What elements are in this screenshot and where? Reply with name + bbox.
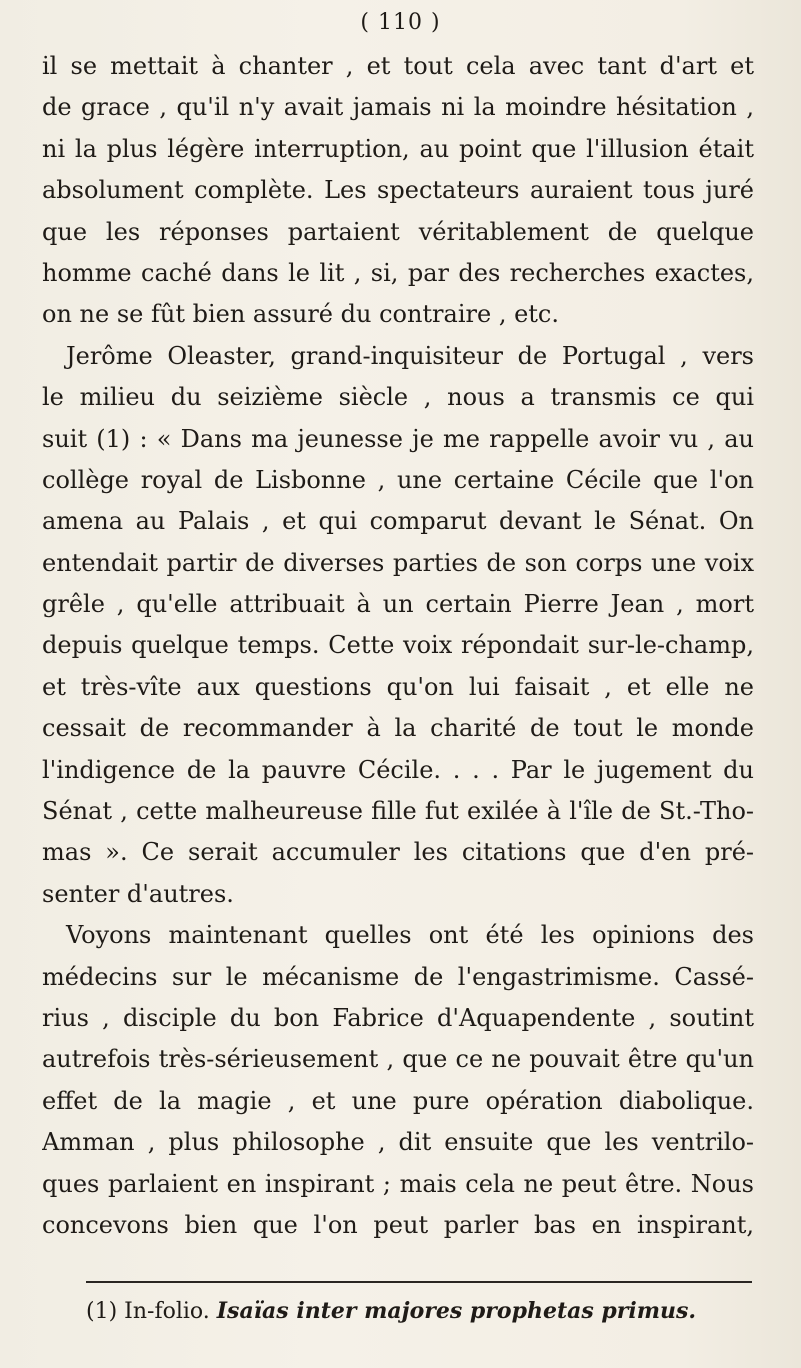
body-text bbox=[42, 46, 754, 1246]
text-line: homme caché dans le lit , si, par des recherches exactes, bbox=[42, 258, 754, 287]
text-line: Jerôme Oleaster, grand-inquisiteur de Portugal , vers bbox=[66, 341, 754, 370]
text-line: Amman , plus philosophe , dit ensuite que les ventrilo- bbox=[42, 1128, 754, 1157]
text-line: grêle , qu'elle attribuait à un certain Pierre Jean , mort bbox=[42, 590, 754, 619]
text-line: concevons bien que l'on peut parler bas en inspirant, bbox=[42, 1210, 754, 1239]
text-line: on ne se fût bien assuré du contraire , etc. bbox=[42, 300, 559, 329]
text-line: entendait partir de diverses parties de son corps une voix bbox=[42, 548, 754, 577]
text-line: Voyons maintenant quelles ont été les opinions des bbox=[66, 921, 754, 950]
text-line: Sénat , cette malheureuse fille fut exilée à l'île de St.-Tho- bbox=[42, 797, 754, 826]
text-line: cessait de recommander à la charité de tout le monde bbox=[42, 714, 754, 743]
text-line: le milieu du seizième siècle , nous a transmis ce qui bbox=[42, 383, 754, 412]
text-line: collège royal de Lisbonne , une certaine Cécile que l'on bbox=[42, 465, 754, 494]
text-line: suit (1) : « Dans ma jeunesse je me rappelle avoir vu , au bbox=[42, 424, 754, 453]
text-line: mas ». Ce serait accumuler les citations que d'en pré- bbox=[42, 838, 754, 867]
text-line: de grace , qu'il n'y avait jamais ni la moindre hésitation , bbox=[42, 93, 754, 122]
page-number: ( 110 ) bbox=[360, 10, 441, 35]
text-line: et très-vîte aux questions qu'on lui faisait , et elle ne bbox=[42, 672, 754, 701]
text-line: il se mettait à chanter , et tout cela avec tant d'art et bbox=[42, 52, 754, 80]
text-line: absolument complète. Les spectateurs auraient tous juré bbox=[42, 176, 754, 205]
footnote-marker: (1) In-folio. bbox=[86, 1299, 210, 1324]
text-line: que les réponses partaient véritablement de quelque bbox=[42, 217, 754, 246]
footnote-rule bbox=[86, 1281, 752, 1283]
text-line: depuis quelque temps. Cette voix répondait sur-le-champ, bbox=[42, 631, 754, 660]
text-line: effet de la magie , et une pure opération diabolique. bbox=[42, 1086, 754, 1115]
text-line: ques parlaient en inspirant ; mais cela ne peut être. Nous bbox=[42, 1169, 754, 1198]
text-line: rius , disciple du bon Fabrice d'Aquapendente , soutint bbox=[42, 1003, 754, 1032]
text-line: l'indigence de la pauvre Cécile. . . . Par le jugement du bbox=[42, 755, 754, 784]
text-line: autrefois très-sérieusement , que ce ne pouvait être qu'un bbox=[42, 1045, 754, 1074]
footnote bbox=[86, 1298, 766, 1324]
text-line: amena au Palais , et qui comparut devant le Sénat. On bbox=[42, 507, 754, 536]
text-line: médecins sur le mécanisme de l'engastrimisme. Cassé- bbox=[42, 962, 754, 991]
text-line: senter d'autres. bbox=[42, 879, 234, 908]
text-line: ni la plus légère interruption, au point que l'illusion était bbox=[42, 134, 754, 163]
footnote-title: Isaïas inter majores prophetas primus. bbox=[216, 1298, 697, 1324]
